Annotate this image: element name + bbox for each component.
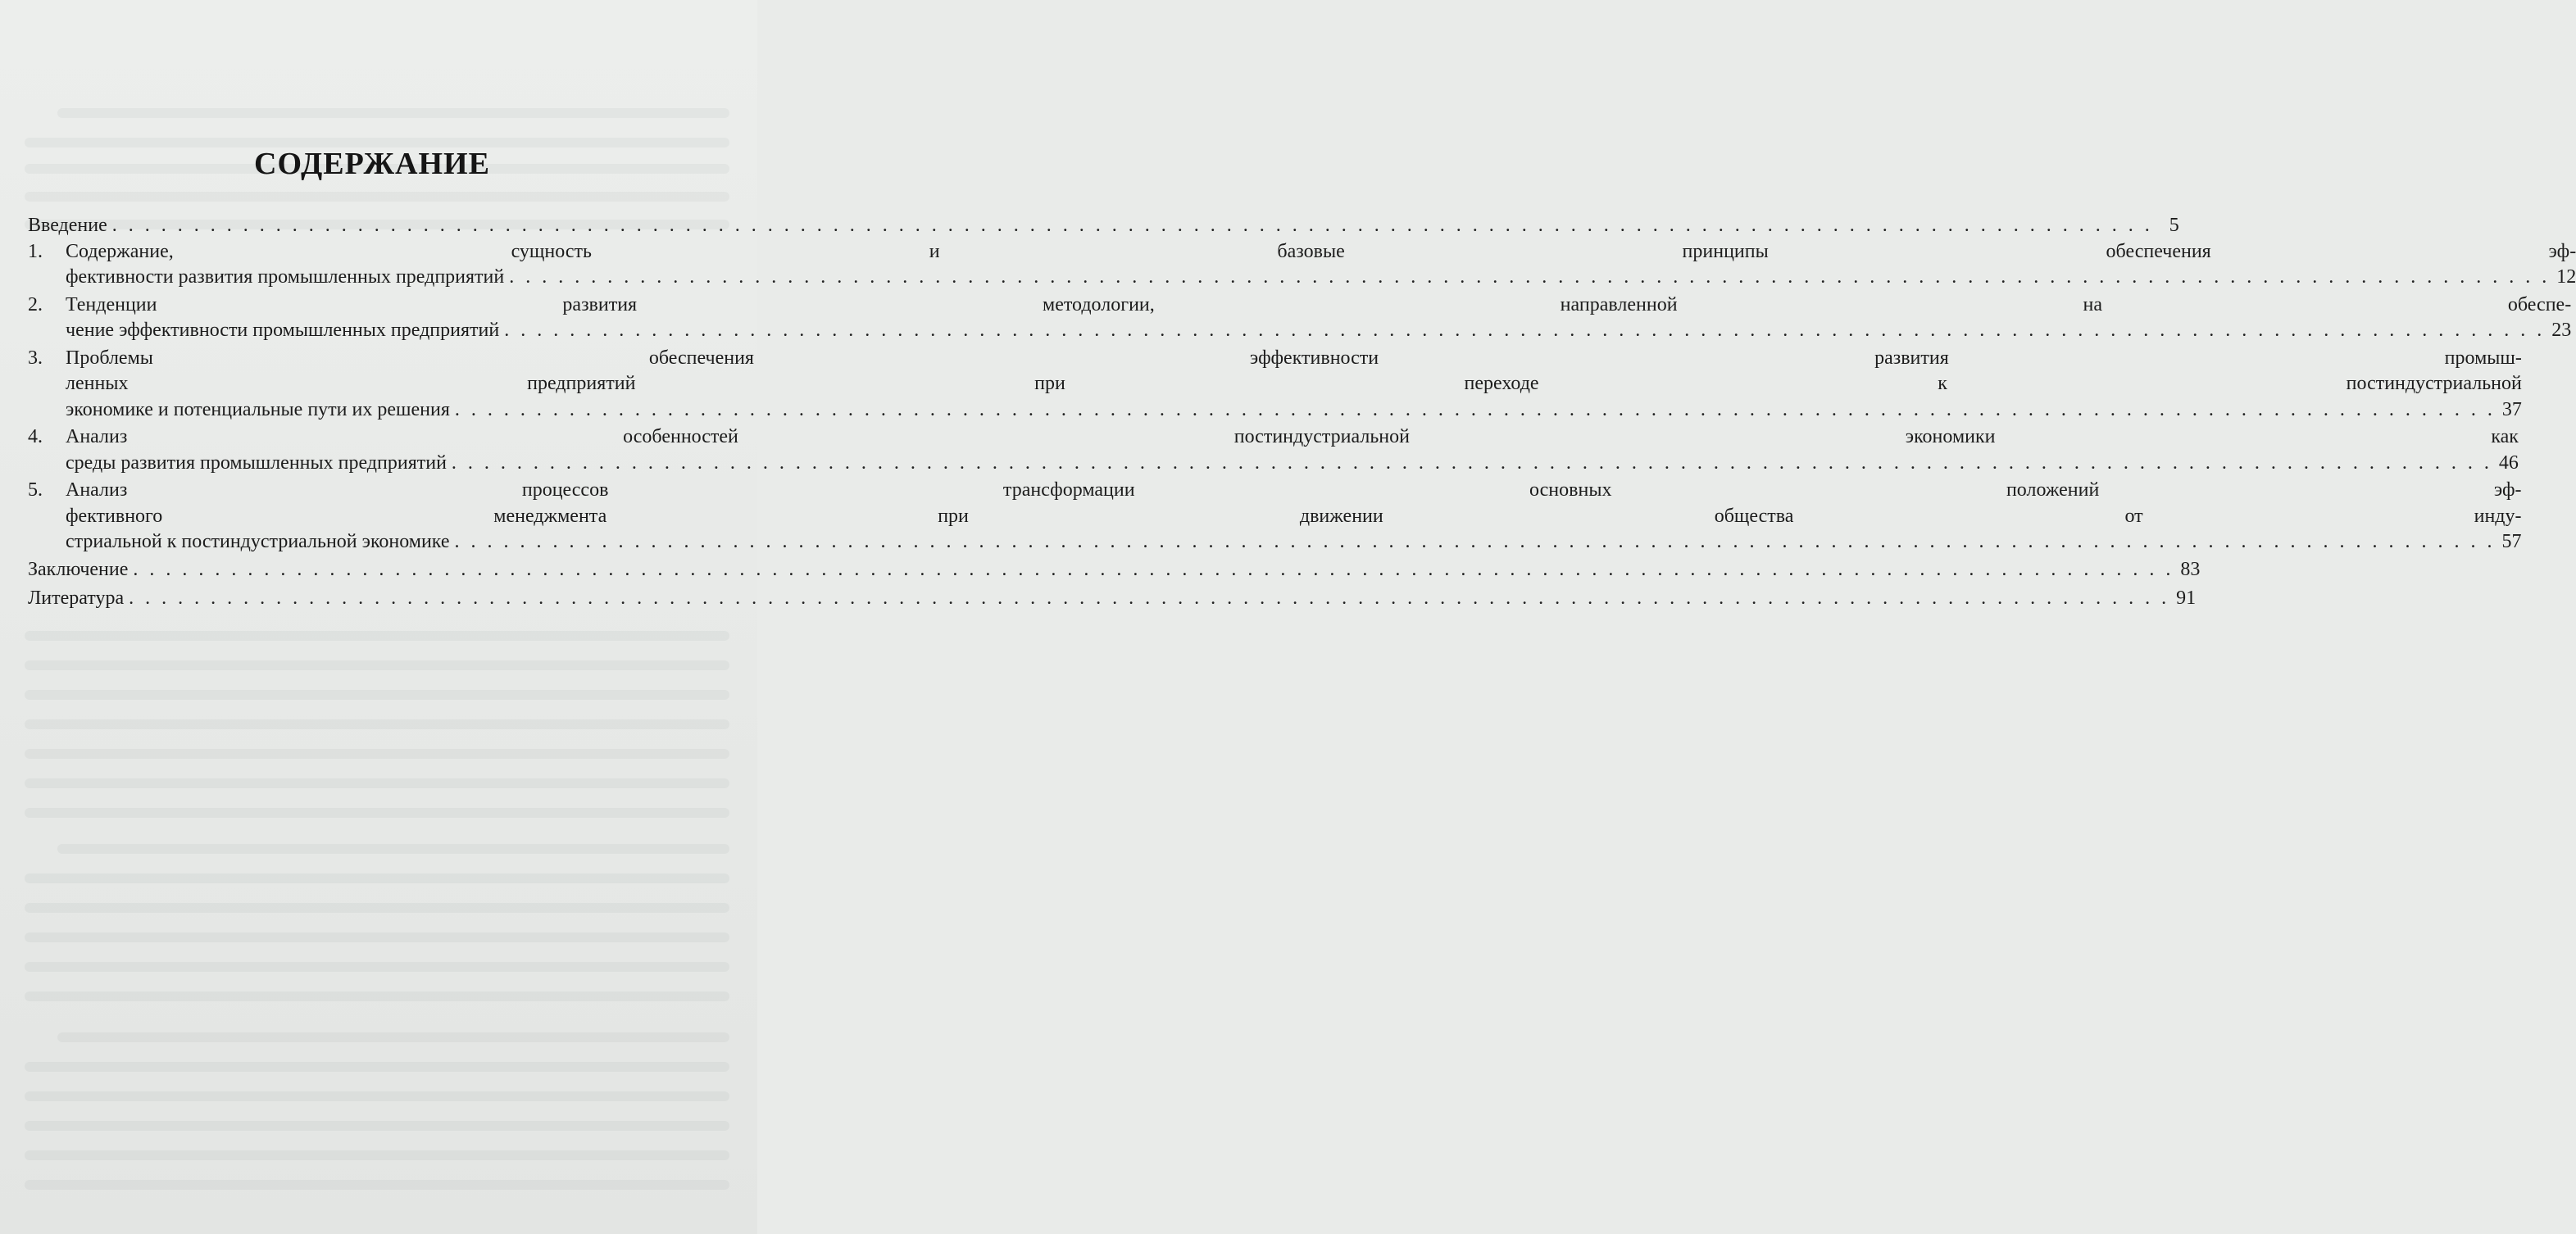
dot-leader (452, 451, 2492, 477)
toc-entry-chapter-1 (28, 239, 2576, 291)
toc-entry-label: Заключение (28, 558, 129, 580)
toc-page-number: 83 (2180, 558, 2201, 580)
toc-entry-conclusion (28, 557, 2201, 583)
toc-entry-chapter-5 (28, 478, 2522, 556)
chapter-number: 3. (28, 347, 43, 369)
toc-page-number: 57 (2501, 531, 2522, 552)
toc-page-number: 37 (2501, 398, 2522, 420)
chapter-number: 5. (28, 479, 43, 501)
toc-entry-chapter-2 (28, 293, 2572, 344)
toc-entry-chapter-3 (28, 346, 2522, 424)
chapter-title-line: фективности развития промышленных предприятий (66, 266, 505, 288)
toc-page-number: 91 (2176, 588, 2197, 609)
dot-leader (455, 529, 2496, 556)
toc-page-number: 5 (2169, 215, 2179, 236)
chapter-number: 1. (28, 240, 43, 262)
dot-leader (509, 265, 2550, 291)
toc-page-number: 46 (2498, 451, 2519, 474)
chapter-title-line: ленных предприятий при переходе к постиндустриальной (66, 373, 2522, 394)
dot-leader (133, 557, 2174, 583)
chapter-title-line: стриальной к постиндустриальной экономике (66, 531, 450, 552)
dot-leader (504, 318, 2545, 344)
toc-entry-label: Литература (28, 588, 125, 609)
toc-page-number: 12 (2556, 266, 2576, 288)
toc-title: СОДЕРЖАНИЕ (254, 147, 490, 181)
chapter-title-line: чение эффективности промышленных предприятий (66, 320, 500, 341)
chapter-title-line: Анализ особенностей постиндустриальной экономики как (66, 426, 2519, 447)
chapter-title-line: Анализ процессов трансформации основных положений эф- (66, 479, 2522, 501)
toc-entry-chapter-4 (28, 424, 2519, 476)
chapter-number: 2. (28, 293, 43, 315)
dot-leader (129, 586, 2169, 612)
chapter-number: 4. (28, 426, 43, 447)
dot-leader (112, 213, 2153, 239)
table-of-contents (28, 146, 2576, 612)
chapter-title-line: Тенденции развития методологии, направленной на обеспе- (66, 293, 2572, 315)
chapter-title-line: Содержание, сущность и базовые принципы обеспечения эф- (66, 240, 2576, 262)
dot-leader (455, 397, 2496, 424)
toc-page-number: 23 (2551, 320, 2572, 341)
chapter-title-line: Проблемы обеспечения эффективности развития промыш- (66, 347, 2522, 369)
chapter-title-line: фективного менеджмента при движении общества от инду- (66, 505, 2522, 527)
chapter-title-line: экономике и потенциальные пути их решения (66, 398, 450, 420)
toc-entry-literature (28, 586, 2197, 612)
toc-entry-label: Введение (28, 215, 107, 236)
chapter-title-line: среды развития промышленных предприятий (66, 451, 447, 474)
toc-entry-intro (28, 213, 2179, 239)
